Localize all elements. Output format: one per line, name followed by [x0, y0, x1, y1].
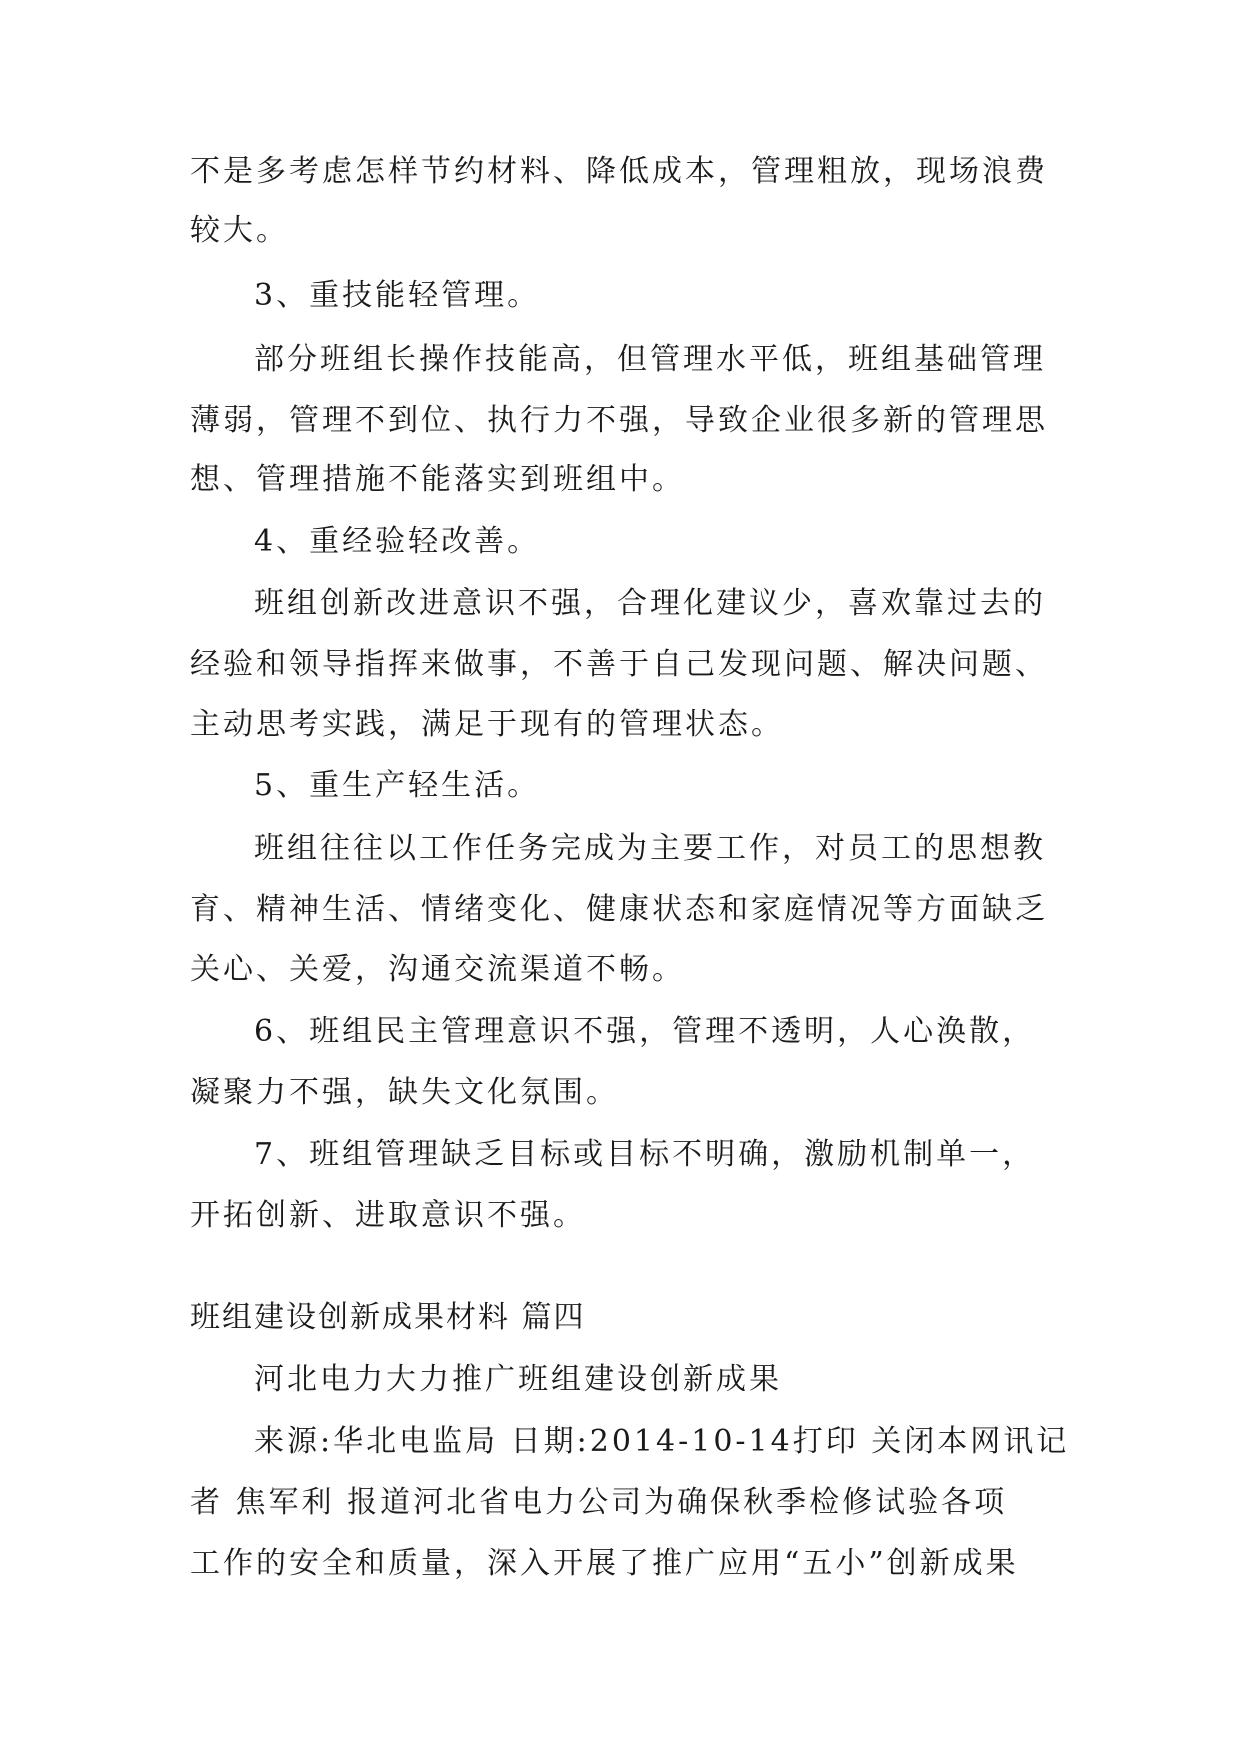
body-line: 班组创新改进意识不强，合理化建议少，喜欢靠过去的: [254, 586, 1046, 621]
list-heading: 5、重生产轻生活。: [254, 768, 541, 803]
section-title: 班组建设创新成果材料 篇四: [190, 1300, 586, 1335]
body-line: 关心、关爱，沟通交流渠道不畅。: [190, 952, 685, 987]
list-heading: 4、重经验轻改善。: [254, 524, 541, 559]
body-line: 育、精神生活、情绪变化、健康状态和家庭情况等方面缺乏: [190, 892, 1048, 927]
list-item: 6、班组民主管理意识不强，管理不透明，人心涣散，: [254, 1014, 1036, 1049]
body-line: 较大。: [190, 213, 289, 248]
body-line: 部分班组长操作技能高，但管理水平低，班组基础管理: [254, 342, 1046, 377]
body-line: 主动思考实践，满足于现有的管理状态。: [190, 707, 784, 742]
body-line: 者 焦军利 报道河北省电力公司为确保秋季检修试验各项: [190, 1485, 1008, 1520]
body-line: 想、管理措施不能落实到班组中。: [190, 462, 685, 497]
body-line: 凝聚力不强，缺失文化氛围。: [190, 1075, 619, 1110]
body-line: 经验和领导指挥来做事，不善于自己发现问题、解决问题、: [190, 647, 1048, 682]
article-title: 河北电力大力推广班组建设创新成果: [254, 1362, 782, 1397]
body-line: 开拓创新、进取意识不强。: [190, 1198, 586, 1233]
body-line: 工作的安全和质量，深入开展了推广应用“五小”创新成果: [190, 1546, 1019, 1581]
list-heading: 3、重技能轻管理。: [254, 278, 541, 313]
list-item: 7、班组管理缺乏目标或目标不明确，激励机制单一，: [254, 1137, 1036, 1172]
body-line: 不是多考虑怎样节约材料、降低成本，管理粗放，现场浪费: [190, 154, 1048, 189]
body-line: 薄弱，管理不到位、执行力不强，导致企业很多新的管理思: [190, 403, 1048, 438]
article-meta: 来源:华北电监局 日期:2014-10-14打印 关闭本网讯记: [254, 1424, 1070, 1459]
body-line: 班组往往以工作任务完成为主要工作，对员工的思想教: [254, 831, 1046, 866]
